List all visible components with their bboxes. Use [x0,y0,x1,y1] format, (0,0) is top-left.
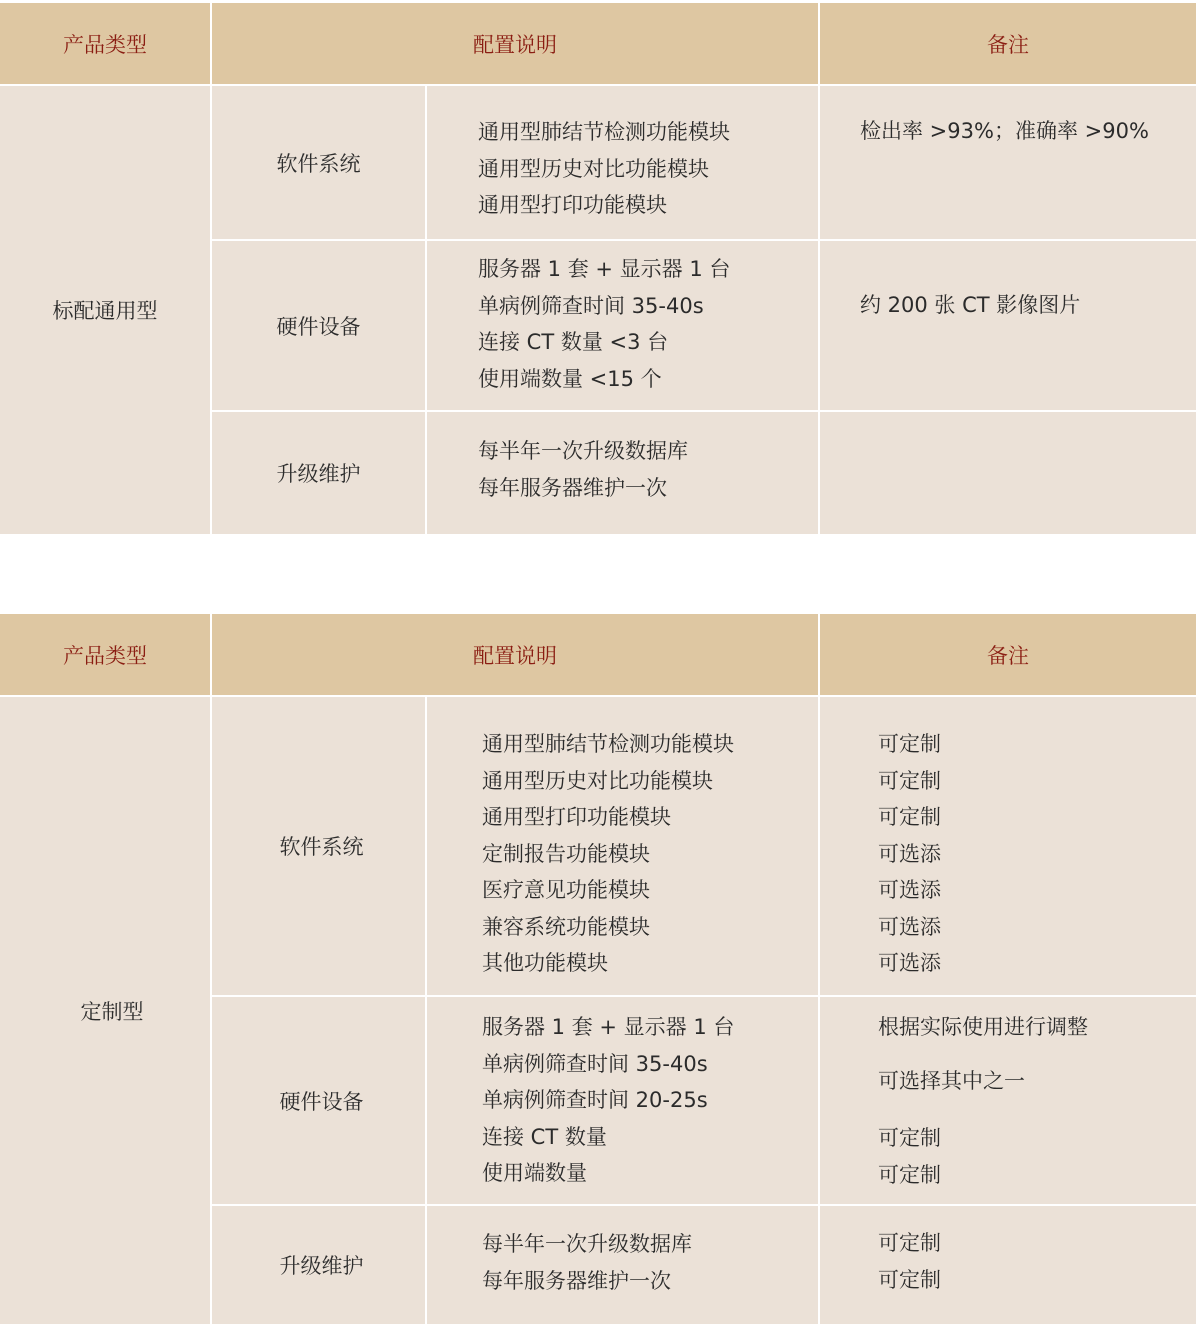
list-item: 通用型打印功能模块 [478,193,667,217]
header-config: 配置说明 [212,3,818,84]
header-product-type: 产品类型 [0,614,210,695]
items-cell [427,697,818,995]
items-cell [427,412,818,534]
list-item: 使用端数量 <15 个 [478,366,662,391]
note-cell [820,1206,1196,1324]
note-cell [820,697,1196,995]
list-item: 其他功能模块 [482,951,608,975]
note-cell [820,997,1196,1204]
category-cell [212,1206,425,1324]
note-text: 可选添 [878,914,941,939]
note-cell [820,412,1196,534]
table-standard [0,3,1196,534]
list-item: 服务器 1 套 + 显示器 1 台 [478,257,731,281]
product-type-label: 标配通用型 [52,299,158,323]
table-custom [0,614,1196,1324]
note-text: 根据实际使用进行调整 [878,1015,1088,1039]
list-item: 每年服务器维护一次 [482,1268,671,1293]
note-text: 可定制 [878,732,941,756]
note-text: 可定制 [878,805,941,829]
list-item: 每半年一次升级数据库 [482,1232,692,1256]
list-item: 通用型打印功能模块 [482,805,671,829]
header-notes: 备注 [820,3,1196,84]
list-item: 通用型历史对比功能模块 [478,156,709,181]
list-item: 连接 CT 数量 <3 台 [478,330,669,354]
list-item: 兼容系统功能模块 [482,914,650,939]
category-label: 升级维护 [276,462,361,486]
note-text: 检出率 >93%；准确率 >90% [860,119,1149,143]
items-cell [427,86,818,239]
list-item: 使用端数量 [482,1161,587,1185]
note-text: 可定制 [878,1267,941,1292]
note-text: 可选添 [878,878,941,902]
note-text: 约 200 张 CT 影像图片 [860,293,1081,317]
note-cell [820,86,1196,239]
header-notes: 备注 [820,614,1196,695]
list-item: 单病例筛查时间 35-40s [482,1051,708,1076]
note-text: 可定制 [878,1163,941,1187]
header-config: 配置说明 [212,614,818,695]
category-label: 软件系统 [276,151,361,176]
note-text: 可选添 [878,951,941,975]
list-item: 通用型肺结节检测功能模块 [478,120,730,144]
note-text: 可定制 [878,768,941,793]
list-item: 服务器 1 套 + 显示器 1 台 [482,1015,735,1039]
items-cell [427,997,818,1204]
list-item: 医疗意见功能模块 [482,878,650,902]
note-text: 可选择其中之一 [878,1069,1025,1093]
category-label: 升级维护 [279,1254,364,1278]
list-item: 单病例筛查时间 35-40s [478,293,704,318]
list-item: 单病例筛查时间 20-25s [482,1088,708,1112]
product-type-cell [0,697,210,1324]
category-cell [212,697,425,995]
list-item: 通用型历史对比功能模块 [482,768,713,793]
category-label: 硬件设备 [276,314,361,339]
product-type-label: 定制型 [80,999,144,1024]
list-item: 每年服务器维护一次 [478,475,667,500]
header-product-type: 产品类型 [0,3,210,84]
note-cell [820,241,1196,410]
list-item: 通用型肺结节检测功能模块 [482,732,734,756]
category-cell [212,412,425,534]
items-cell [427,1206,818,1324]
note-text: 可定制 [878,1231,941,1255]
note-text: 可定制 [878,1126,941,1150]
list-item: 连接 CT 数量 [482,1124,607,1149]
list-item: 每半年一次升级数据库 [478,439,688,463]
category-cell [212,997,425,1204]
items-cell [427,241,818,410]
category-label: 硬件设备 [279,1089,364,1114]
category-cell [212,241,425,410]
category-label: 软件系统 [279,835,364,859]
note-text: 可选添 [878,841,941,866]
product-type-cell [0,86,210,534]
category-cell [212,86,425,239]
list-item: 定制报告功能模块 [482,841,650,866]
